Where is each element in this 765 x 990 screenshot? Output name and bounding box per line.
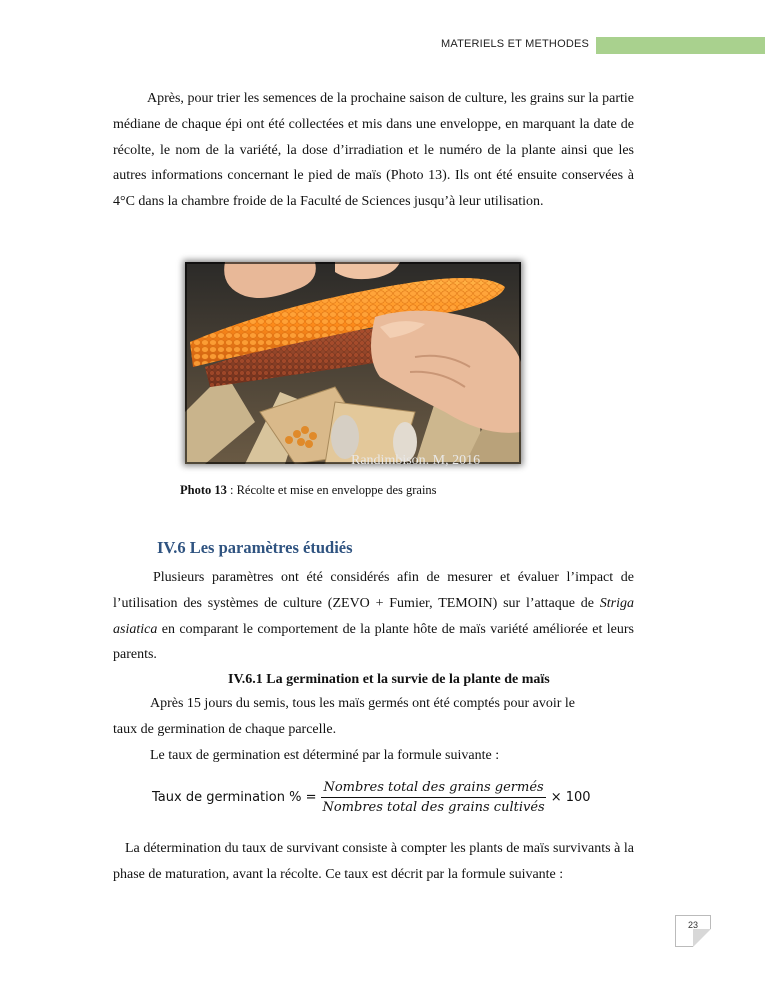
- formula-numerator: Nombres total des grains germés: [321, 780, 545, 798]
- germination-line-1: Après 15 jours du semis, tous les maïs germés ont été comptés pour avoir le: [150, 696, 575, 711]
- paragraph-survival: La détermination du taux de survivant consiste à compter les plants de maïs survivants à la phase de maturation, avant la récolte. Ce taux est décrit par la formule suivante :: [113, 841, 634, 882]
- header-accent-bar: [596, 37, 765, 54]
- caption-label: Photo 13: [180, 483, 227, 497]
- paragraph-parameters: [113, 565, 634, 668]
- subsection-heading: IV.6.1 La germination et la survie de la plante de maïs: [228, 672, 550, 687]
- germination-line-2: taux de germination de chaque parcelle.: [113, 722, 337, 737]
- species-name: Striga asiatica: [113, 595, 634, 637]
- germination-formula: [152, 780, 591, 815]
- header-section-title: MATERIELS ET METHODES: [441, 38, 590, 50]
- photo-illustration: [185, 262, 521, 464]
- page-number: 23: [687, 920, 698, 930]
- photo-maize-harvest: [185, 262, 521, 464]
- germination-line-3: Le taux de germination est déterminé par la formule suivante :: [150, 748, 500, 763]
- formula-rhs: × 100: [550, 790, 591, 805]
- paragraph-parameters-text-1: Plusieurs paramètres ont été considérés afin de mesurer et évaluer l’impact de l’utilisation des systèmes de culture (ZEVO + Fumier, TEMOIN) sur l’attaque de: [113, 570, 634, 611]
- page-number-box: [675, 915, 711, 947]
- paragraph-seed-sorting: Après, pour trier les semences de la prochaine saison de culture, les grains sur la partie médiane de chaque épi ont été collectées et mis dans une enveloppe, en marquant la date de récolte, le nom de la variété, la dose d’irradiation et le numéro de la plante ainsi que les autres informations concernant le pied de maïs (Photo 13). Ils ont été ensuite conservées à 4°C dans la chambre froide de la Faculté de Sciences jusqu’à leur utilisation.: [113, 91, 634, 210]
- photo-caption: [180, 483, 437, 498]
- formula-denominator: Nombres total des grains cultivés: [322, 800, 545, 815]
- caption-text: : Récolte et mise en enveloppe des grains: [226, 483, 437, 497]
- section-heading: IV.6 Les paramètres étudiés: [157, 538, 353, 557]
- photo-credit: Randimbison. M, 2016: [351, 453, 481, 468]
- paragraph-parameters-text-2: en comparant le comportement de la plante hôte de maïs variété améliorée et leurs parents.: [113, 621, 634, 663]
- formula-fraction: [320, 780, 546, 815]
- formula-lhs: Taux de germination % =: [152, 790, 317, 805]
